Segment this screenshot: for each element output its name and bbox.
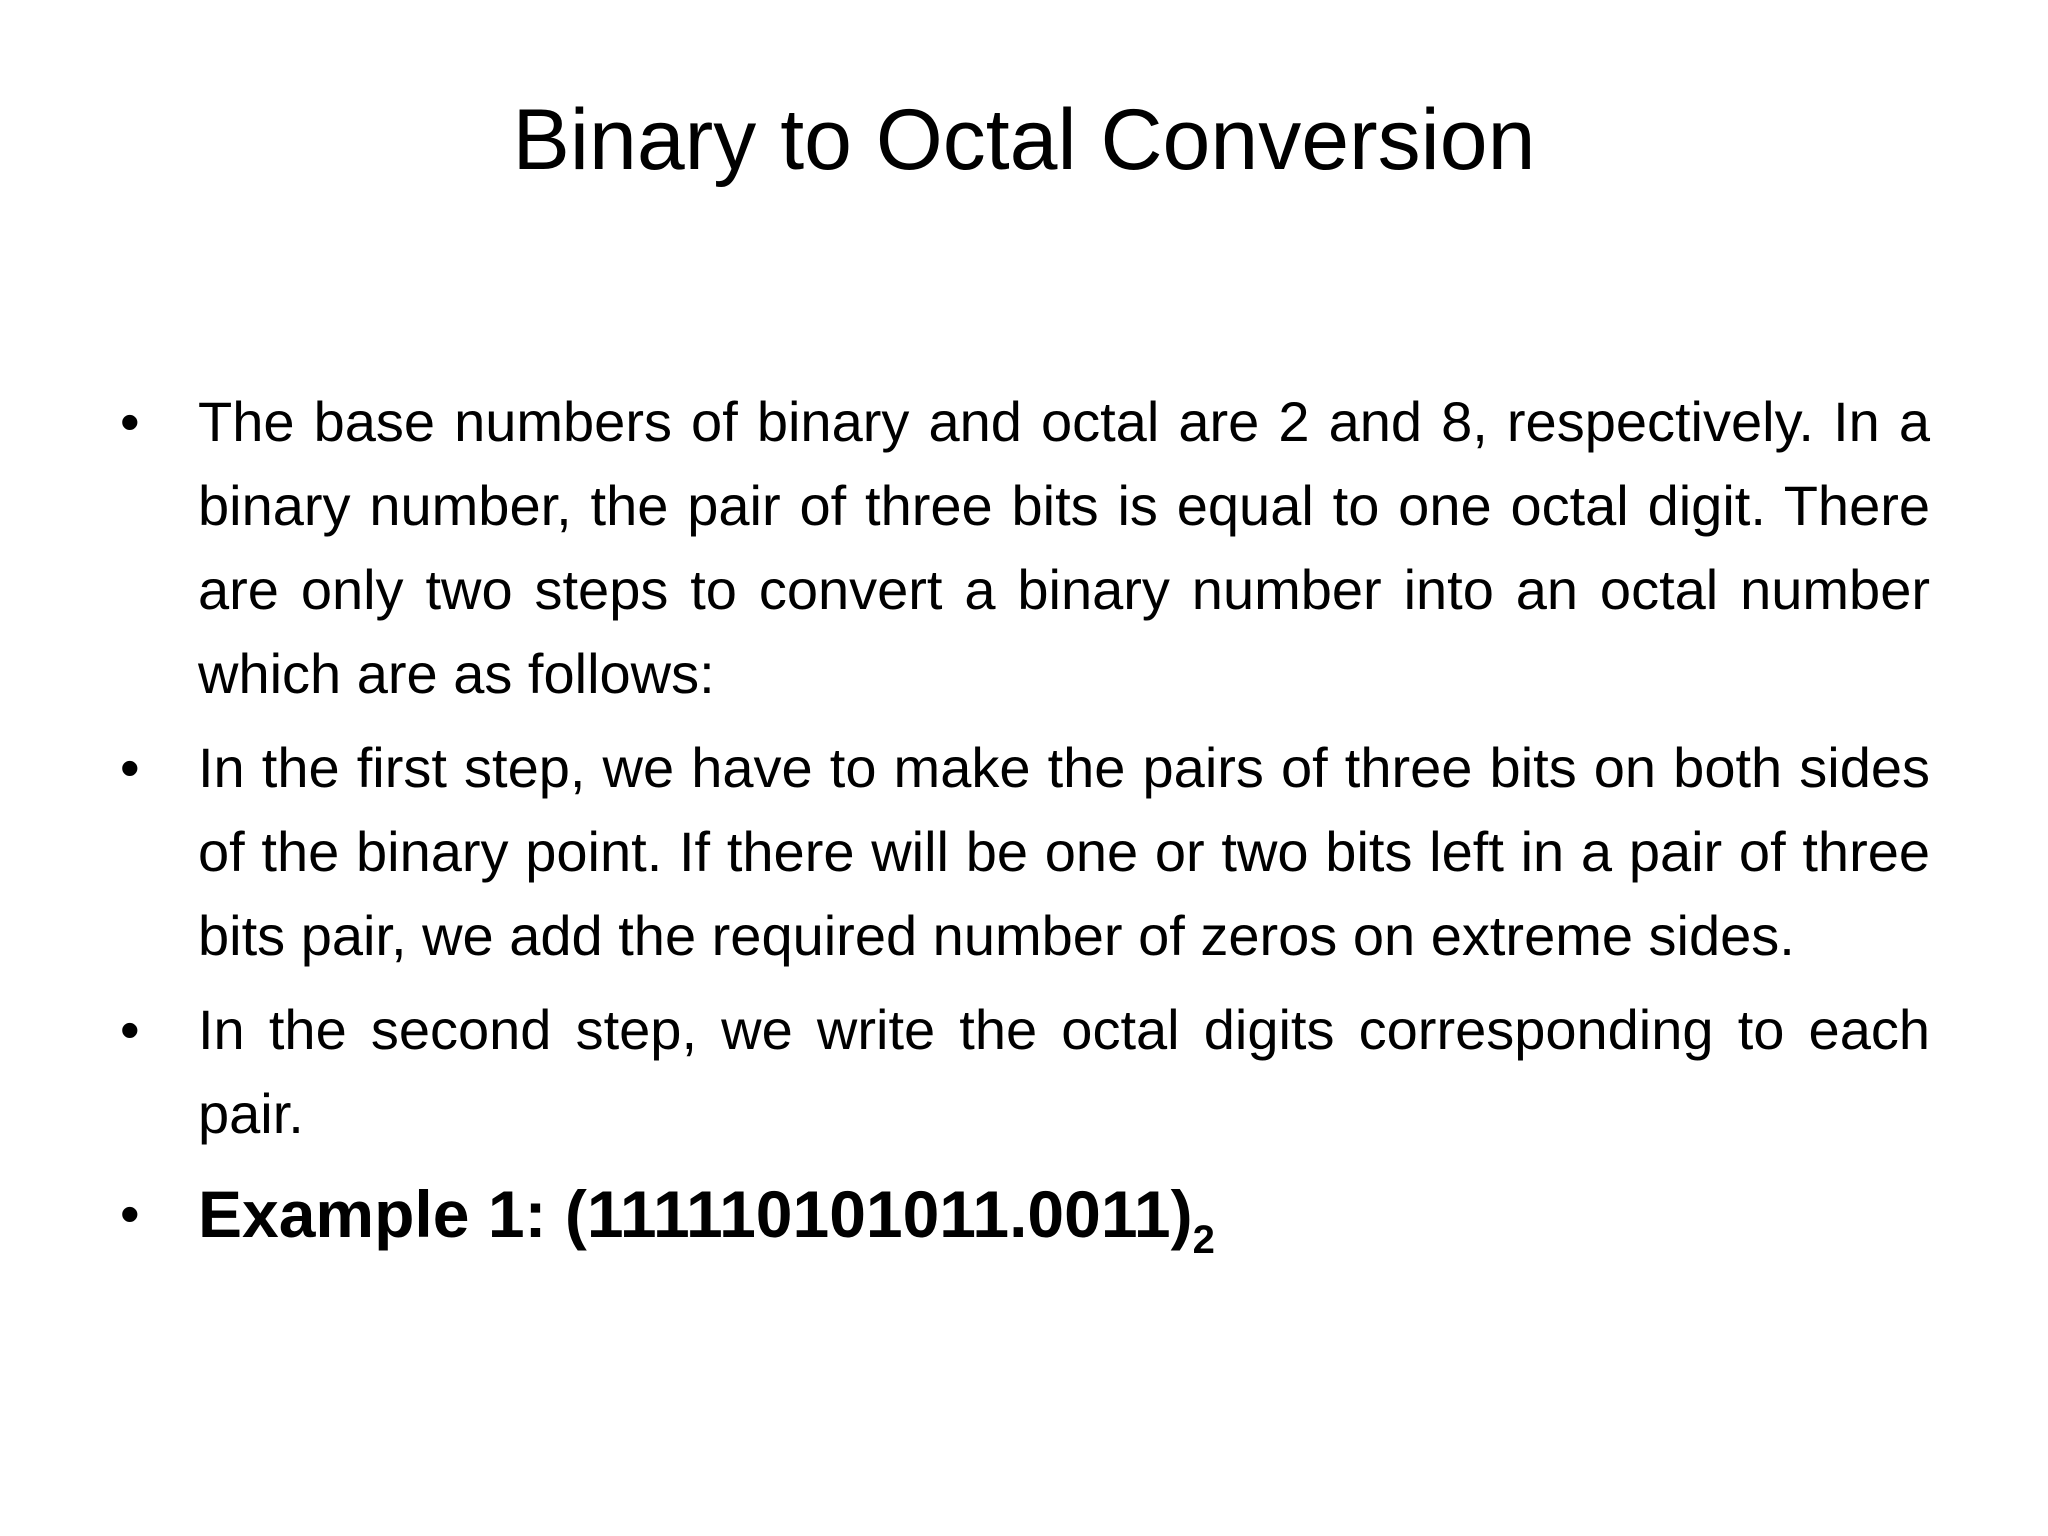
bullet-list [120,380,1930,1272]
bullet-icon: • [120,390,140,453]
example-base-subscript: 2 [1192,1218,1215,1262]
bullet-item [120,988,1930,1156]
bullet-text: In the second step, we write the octal digits corresponding to each pair. [198,998,1930,1145]
bullet-icon: • [120,998,140,1061]
bullet-item [120,726,1930,978]
bullet-icon: • [120,1182,140,1245]
bullet-text: In the first step, we have to make the pairs of three bits on both sides of the binary point. If there will be one or two bits left in a pair of three bits pair, we add the required number of zeros on extreme sides. [198,736,1930,967]
slide-title: Binary to Octal Conversion [512,92,1536,188]
bullet-text: The base numbers of binary and octal are 2 and 8, respectively. In a binary number, the pair of three bits is equal to one octal digit. There are only two steps to convert a binary number into an octal number which are as follows: [198,390,1930,705]
bullet-item [120,380,1930,716]
example-label: Example 1: (111110101011.0011) [198,1177,1193,1251]
bullet-icon: • [120,736,140,799]
example-bullet [120,1166,1930,1262]
